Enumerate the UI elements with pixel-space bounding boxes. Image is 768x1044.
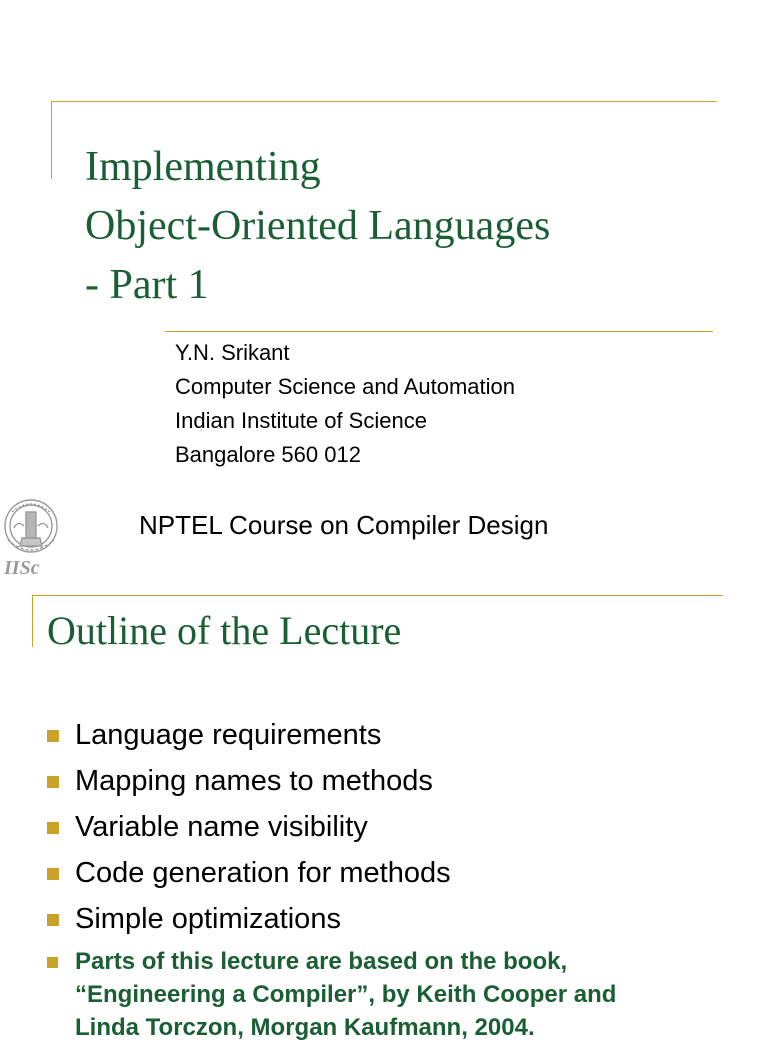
author-name: Y.N. Srikant [175, 340, 290, 365]
bullet-text: Language requirements [75, 719, 382, 751]
logo-text: IISc [4, 557, 40, 579]
slide2-top-rule [32, 595, 723, 596]
slide2-title: Outline of the Lecture [47, 608, 402, 653]
slide1-title [85, 138, 550, 315]
author-block [175, 336, 515, 472]
reference-note [75, 945, 735, 1044]
slide1-top-rule [51, 101, 717, 102]
author-city: Bangalore 560 012 [175, 442, 361, 467]
author-institute: Indian Institute of Science [175, 408, 427, 433]
bullet-square-icon [47, 914, 59, 926]
title-line: Implementing [85, 144, 321, 190]
bullet-text: Simple optimizations [75, 903, 341, 935]
title-line: - Part 1 [85, 262, 209, 308]
bullet-square-icon [47, 730, 59, 742]
bullet-square-icon [47, 868, 59, 880]
slide1-left-rule [51, 101, 52, 179]
author-dept: Computer Science and Automation [175, 374, 515, 399]
slide1-mid-rule [165, 331, 713, 332]
course-title: NPTEL Course on Compiler Design [139, 510, 549, 540]
note-line: “Engineering a Compiler”, by Keith Cooper and [75, 981, 617, 1008]
iisc-logo [0, 490, 66, 580]
bullet-text: Code generation for methods [75, 857, 451, 889]
iisc-emblem-icon [5, 500, 57, 552]
bullet-square-icon [47, 957, 58, 968]
note-line: Parts of this lecture are based on the book, [75, 948, 568, 975]
bullet-square-icon [47, 776, 59, 788]
bullet-text: Mapping names to methods [75, 765, 433, 797]
slide2-left-rule [32, 595, 33, 647]
bullet-square-icon [47, 822, 59, 834]
note-line: Linda Torczon, Morgan Kaufmann, 2004. [75, 1014, 535, 1041]
bullet-text: Variable name visibility [75, 811, 368, 843]
title-line: Object-Oriented Languages [85, 203, 551, 249]
